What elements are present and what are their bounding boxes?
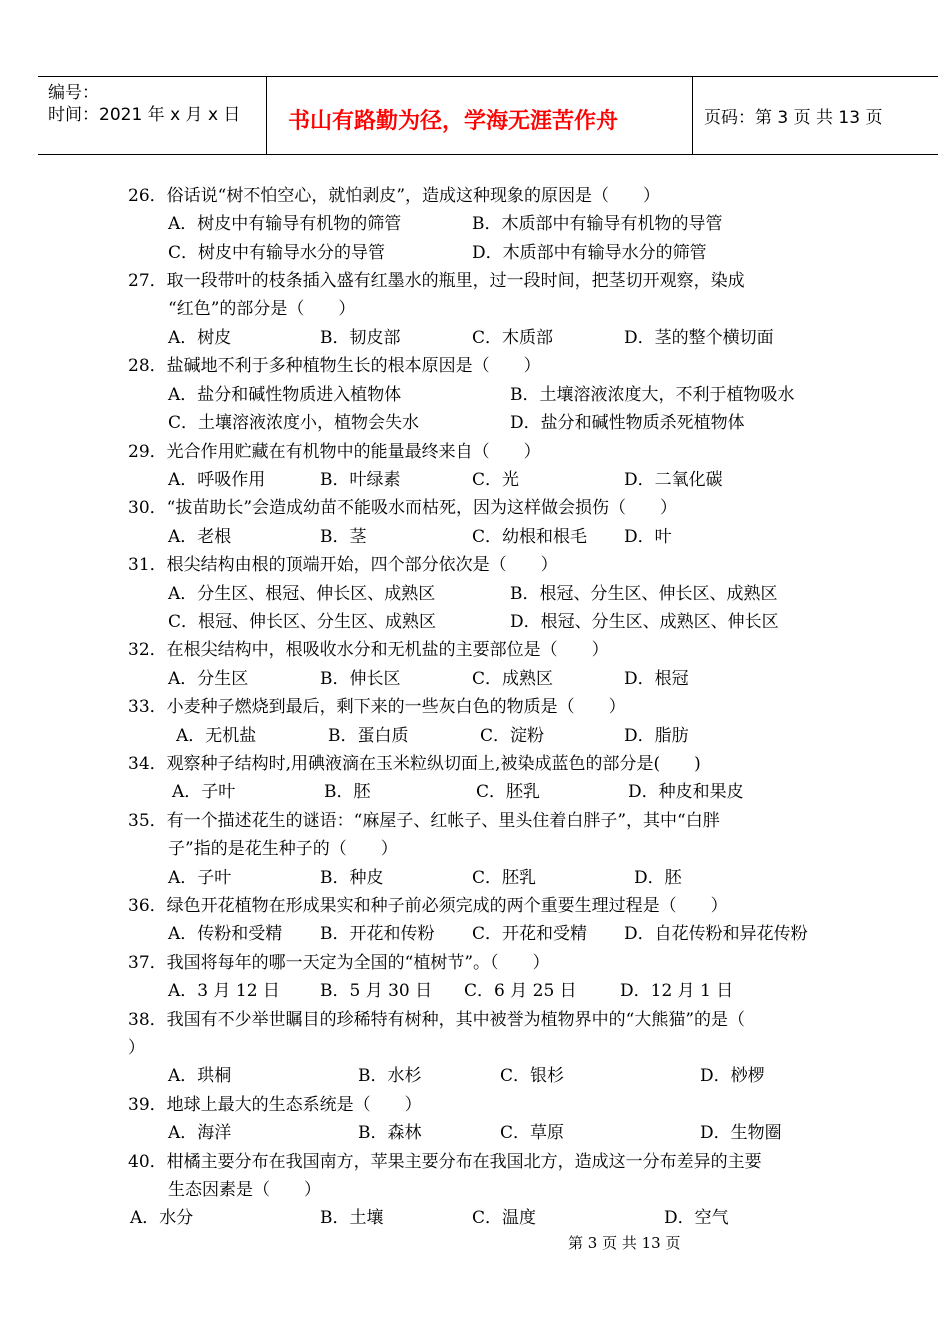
question-31-option-d: D．根冠、分生区、成熟区、伸长区 bbox=[510, 612, 779, 632]
question-26-option-a: A．树皮中有输导有机物的筛管 bbox=[168, 214, 402, 234]
question-38-option-b: B．水杉 bbox=[358, 1066, 422, 1086]
question-36-option-b: B．开花和传粉 bbox=[320, 924, 435, 944]
question-36-stem: 36．绿色开花植物在形成果实和种子前必须完成的两个重要生理过程是（ ） bbox=[128, 896, 728, 916]
header-bottom-rule bbox=[38, 154, 938, 155]
question-40-stem-cont: 生态因素是（ ） bbox=[168, 1180, 321, 1200]
question-30-option-c: C．幼根和根毛 bbox=[472, 527, 588, 547]
question-30-option-d: D．叶 bbox=[624, 527, 672, 547]
question-26-option-d: D．木质部中有输导水分的筛管 bbox=[472, 243, 707, 263]
question-26-option-c: C．树皮中有输导水分的导管 bbox=[168, 243, 386, 263]
question-36-option-d: D．自花传粉和异花传粉 bbox=[624, 924, 808, 944]
question-33-option-a: A．无机盐 bbox=[176, 726, 257, 746]
question-26-stem: 26．俗话说“树不怕空心，就怕剥皮”，造成这种现象的原因是（ ） bbox=[128, 186, 661, 206]
question-27-option-d: D．茎的整个横切面 bbox=[624, 328, 774, 348]
question-27-option-a: A．树皮 bbox=[168, 328, 232, 348]
question-35-option-a: A．子叶 bbox=[168, 868, 232, 888]
question-27-option-b: B．韧皮部 bbox=[320, 328, 401, 348]
question-29-option-d: D．二氧化碳 bbox=[624, 470, 723, 490]
question-33-option-d: D．脂肪 bbox=[624, 726, 689, 746]
question-28-option-c: C．土壤溶液浓度小，植物会失水 bbox=[168, 413, 420, 433]
question-31-option-a: A．分生区、根冠、伸长区、成熟区 bbox=[168, 584, 436, 604]
question-34-option-d: D．种皮和果皮 bbox=[628, 782, 744, 802]
question-30-option-a: A．老根 bbox=[168, 527, 232, 547]
question-28-option-d: D．盐分和碱性物质杀死植物体 bbox=[510, 413, 745, 433]
question-33-option-c: C．淀粉 bbox=[480, 726, 545, 746]
question-31-stem: 31．根尖结构由根的顶端开始，四个部分依次是（ ） bbox=[128, 555, 558, 575]
question-32-stem: 32．在根尖结构中，根吸收水分和无机盐的主要部位是（ ） bbox=[128, 640, 609, 660]
question-34-option-b: B．胚 bbox=[324, 782, 371, 802]
question-28-option-b: B．土壤溶液浓度大，不利于植物吸水 bbox=[510, 385, 795, 405]
question-29-stem: 29．光合作用贮藏在有机物中的能量最终来自（ ） bbox=[128, 442, 541, 462]
question-37-stem: 37．我国将每年的哪一天定为全国的“植树节”。（ ） bbox=[128, 953, 550, 973]
question-35-option-b: B．种皮 bbox=[320, 868, 384, 888]
question-34-option-c: C．胚乳 bbox=[476, 782, 541, 802]
question-37-option-d: D．12 月 1 日 bbox=[620, 981, 734, 1001]
question-39-option-a: A．海洋 bbox=[168, 1123, 232, 1143]
question-36-option-a: A．传粉和受精 bbox=[168, 924, 283, 944]
question-27-option-c: C．木质部 bbox=[472, 328, 554, 348]
question-28-option-a: A．盐分和碱性物质进入植物体 bbox=[168, 385, 402, 405]
question-38-option-d: D．桫椤 bbox=[700, 1066, 765, 1086]
question-37-option-b: B．5 月 30 日 bbox=[320, 981, 433, 1001]
header-divider-left bbox=[266, 76, 267, 154]
header-divider-right bbox=[692, 76, 693, 154]
page-footer: 第 3 页 共 13 页 bbox=[568, 1234, 681, 1252]
question-36-option-c: C．开花和受精 bbox=[472, 924, 588, 944]
question-32-option-a: A．分生区 bbox=[168, 669, 249, 689]
question-32-option-d: D．根冠 bbox=[624, 669, 689, 689]
question-38-option-c: C．银杉 bbox=[500, 1066, 565, 1086]
question-37-option-a: A．3 月 12 日 bbox=[168, 981, 280, 1001]
question-33-option-b: B．蛋白质 bbox=[328, 726, 409, 746]
question-29-option-b: B．叶绿素 bbox=[320, 470, 401, 490]
question-35-option-c: C．胚乳 bbox=[472, 868, 537, 888]
question-38-stem: 38．我国有不少举世瞩目的珍稀特有树种，其中被誉为植物界中的“大熊猫”的是（ bbox=[128, 1010, 746, 1030]
question-29-option-c: C．光 bbox=[472, 470, 520, 490]
header-number-label: 编号： bbox=[48, 83, 99, 103]
question-40-option-a: A．水分 bbox=[130, 1208, 194, 1228]
question-39-stem: 39．地球上最大的生态系统是（ ） bbox=[128, 1095, 422, 1115]
question-27-stem-cont: “红色”的部分是（ ） bbox=[168, 299, 356, 319]
question-34-stem: 34．观察种子结构时,用碘液滴在玉米粒纵切面上,被染成蓝色的部分是( ) bbox=[128, 754, 701, 774]
question-40-option-b: B．土壤 bbox=[320, 1208, 384, 1228]
question-26-option-b: B．木质部中有输导有机物的导管 bbox=[472, 214, 723, 234]
header-top-rule bbox=[38, 76, 938, 77]
question-28-stem: 28．盐碱地不利于多种植物生长的根本原因是（ ） bbox=[128, 356, 541, 376]
question-31-option-b: B．根冠、分生区、伸长区、成熟区 bbox=[510, 584, 778, 604]
question-35-option-d: D．胚 bbox=[634, 868, 682, 888]
question-38-stem-cont: ） bbox=[128, 1038, 145, 1058]
question-40-stem: 40．柑橘主要分布在我国南方，苹果主要分布在我国北方，造成这一分布差异的主要 bbox=[128, 1152, 762, 1172]
header-page-info: 页码：第 3 页 共 13 页 bbox=[704, 108, 883, 128]
question-29-option-a: A．呼吸作用 bbox=[168, 470, 266, 490]
question-40-option-c: C．温度 bbox=[472, 1208, 537, 1228]
question-31-option-c: C．根冠、伸长区、分生区、成熟区 bbox=[168, 612, 437, 632]
header-time-label: 时间：2021 年 x 月 x 日 bbox=[48, 105, 241, 125]
question-39-option-b: B．森林 bbox=[358, 1123, 422, 1143]
question-33-stem: 33．小麦种子燃烧到最后，剩下来的一些灰白色的物质是（ ） bbox=[128, 697, 626, 717]
question-40-option-d: D．空气 bbox=[664, 1208, 729, 1228]
question-38-option-a: A．珙桐 bbox=[168, 1066, 232, 1086]
question-30-stem: 30．“拔苗助长”会造成幼苗不能吸水而枯死，因为这样做会损伤（ ） bbox=[128, 498, 678, 518]
question-34-option-a: A．子叶 bbox=[172, 782, 236, 802]
question-35-stem: 35．有一个描述花生的谜语：“麻屋子、红帐子、里头住着白胖子”，其中“白胖 bbox=[128, 811, 720, 831]
question-35-stem-cont: 子”指的是花生种子的（ ） bbox=[168, 839, 398, 859]
header-motto: 书山有路勤为径，学海无涯苦作舟 bbox=[288, 109, 619, 134]
question-32-option-c: C．成熟区 bbox=[472, 669, 554, 689]
question-39-option-c: C．草原 bbox=[500, 1123, 565, 1143]
question-39-option-d: D．生物圈 bbox=[700, 1123, 782, 1143]
question-32-option-b: B．伸长区 bbox=[320, 669, 401, 689]
question-27-stem: 27．取一段带叶的枝条插入盛有红墨水的瓶里，过一段时间，把茎切开观察，染成 bbox=[128, 271, 745, 291]
question-30-option-b: B．茎 bbox=[320, 527, 367, 547]
question-37-option-c: C．6 月 25 日 bbox=[464, 981, 577, 1001]
